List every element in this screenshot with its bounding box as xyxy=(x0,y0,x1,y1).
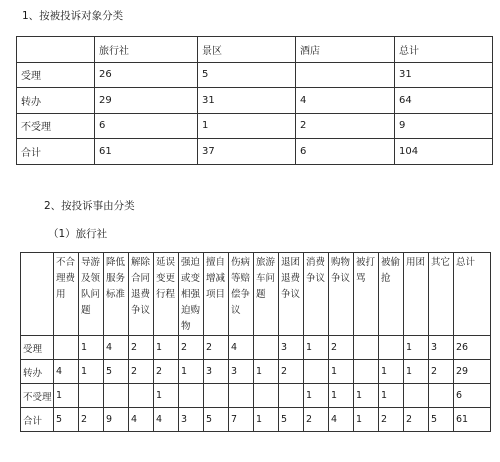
table-cell: 2 xyxy=(329,336,354,360)
column-header: 退团退费争议 xyxy=(279,253,304,336)
table-header-row xyxy=(21,253,491,336)
table-cell xyxy=(179,384,204,408)
table-cell: 4 xyxy=(129,408,154,432)
section-2-subheading: （1）旅行社 xyxy=(48,228,108,240)
table-cell: 31 xyxy=(395,62,493,88)
table-cell xyxy=(379,336,404,360)
table-cell xyxy=(54,336,79,360)
column-header: 用团 xyxy=(404,253,429,336)
table-cell xyxy=(354,360,379,384)
row-label: 转办 xyxy=(21,360,54,384)
column-header: 导游及领队问题 xyxy=(79,253,104,336)
table-cell: 29 xyxy=(454,360,491,384)
table-cell: 2 xyxy=(179,336,204,360)
table-header-row xyxy=(17,37,493,63)
column-header: 酒店 xyxy=(296,37,395,63)
table-row xyxy=(21,384,491,408)
column-header: 伤病等赔偿争议 xyxy=(229,253,254,336)
table-cell: 2 xyxy=(204,336,229,360)
table-cell: 2 xyxy=(296,113,395,139)
table-cell: 5 xyxy=(104,360,129,384)
table-cell: 1 xyxy=(154,336,179,360)
table-cell: 29 xyxy=(95,88,198,114)
table-cell: 61 xyxy=(95,139,198,165)
table-cell: 4 xyxy=(229,336,254,360)
row-label: 合计 xyxy=(21,408,54,432)
table-cell xyxy=(104,384,129,408)
table-cell: 1 xyxy=(404,360,429,384)
table-cell: 2 xyxy=(304,408,329,432)
table-cell: 5 xyxy=(279,408,304,432)
table-cell: 1 xyxy=(54,384,79,408)
table-cell: 1 xyxy=(354,408,379,432)
table-cell: 6 xyxy=(454,384,491,408)
table-cell: 3 xyxy=(279,336,304,360)
column-header: 消费争议 xyxy=(304,253,329,336)
table-cell: 2 xyxy=(429,360,454,384)
column-header: 旅游车问题 xyxy=(254,253,279,336)
table-cell: 3 xyxy=(204,360,229,384)
row-label: 受理 xyxy=(21,336,54,360)
table-cell xyxy=(129,384,154,408)
table-cell: 7 xyxy=(229,408,254,432)
table-cell: 2 xyxy=(404,408,429,432)
table-cell: 26 xyxy=(95,62,198,88)
table-row xyxy=(17,139,493,165)
section-2-heading: 2、按投诉事由分类 xyxy=(44,200,135,212)
table-row xyxy=(17,113,493,139)
table-row xyxy=(21,336,491,360)
table-cell: 1 xyxy=(154,384,179,408)
row-label: 不受理 xyxy=(17,113,95,139)
table-cell: 1 xyxy=(304,336,329,360)
table-row xyxy=(17,88,493,114)
table-row xyxy=(21,360,491,384)
table-cell: 6 xyxy=(296,139,395,165)
table-cell: 1 xyxy=(198,113,296,139)
table-cell: 1 xyxy=(379,360,404,384)
table-row xyxy=(17,62,493,88)
table-cell: 1 xyxy=(329,384,354,408)
column-header: 不合理费用 xyxy=(54,253,79,336)
column-header: 解除合同退费争议 xyxy=(129,253,154,336)
table-cell xyxy=(279,384,304,408)
table-cell: 9 xyxy=(395,113,493,139)
table-cell: 1 xyxy=(254,408,279,432)
table-cell: 2 xyxy=(279,360,304,384)
table-cell xyxy=(296,62,395,88)
table-cell: 104 xyxy=(395,139,493,165)
table-cell: 5 xyxy=(198,62,296,88)
table-cell: 3 xyxy=(179,408,204,432)
table-cell: 1 xyxy=(79,360,104,384)
column-header: 总计 xyxy=(395,37,493,63)
column-header: 被打骂 xyxy=(354,253,379,336)
column-header: 景区 xyxy=(198,37,296,63)
table-cell: 4 xyxy=(154,408,179,432)
table-cell xyxy=(404,384,429,408)
table-cell: 1 xyxy=(404,336,429,360)
table-cell xyxy=(429,384,454,408)
row-label: 转办 xyxy=(17,88,95,114)
column-header: 购物争议 xyxy=(329,253,354,336)
column-header: 其它 xyxy=(429,253,454,336)
complaint-object-table xyxy=(16,36,493,165)
table-cell: 5 xyxy=(54,408,79,432)
table-cell: 4 xyxy=(54,360,79,384)
table-cell: 2 xyxy=(379,408,404,432)
row-label: 不受理 xyxy=(21,384,54,408)
table-cell xyxy=(229,384,254,408)
table-cell: 4 xyxy=(329,408,354,432)
column-header: 旅行社 xyxy=(95,37,198,63)
table-cell: 3 xyxy=(229,360,254,384)
table-cell xyxy=(79,384,104,408)
column-header: 降低服务标准 xyxy=(104,253,129,336)
column-header xyxy=(21,253,54,336)
row-label: 合计 xyxy=(17,139,95,165)
table-cell: 4 xyxy=(296,88,395,114)
table-cell: 37 xyxy=(198,139,296,165)
table-cell: 1 xyxy=(354,384,379,408)
table-cell xyxy=(304,360,329,384)
table-cell xyxy=(204,384,229,408)
table-cell: 26 xyxy=(454,336,491,360)
table-cell: 1 xyxy=(379,384,404,408)
table-cell: 2 xyxy=(129,336,154,360)
table-cell: 6 xyxy=(95,113,198,139)
table-cell: 1 xyxy=(79,336,104,360)
table-cell xyxy=(254,336,279,360)
table-cell: 9 xyxy=(104,408,129,432)
table-cell: 64 xyxy=(395,88,493,114)
table-row xyxy=(21,408,491,432)
table-cell: 1 xyxy=(329,360,354,384)
table-cell: 61 xyxy=(454,408,491,432)
table-cell: 1 xyxy=(304,384,329,408)
table-cell: 5 xyxy=(429,408,454,432)
table-cell: 2 xyxy=(154,360,179,384)
column-header: 延误变更行程 xyxy=(154,253,179,336)
table-cell: 1 xyxy=(254,360,279,384)
table-cell: 2 xyxy=(129,360,154,384)
table-cell xyxy=(354,336,379,360)
table-cell: 31 xyxy=(198,88,296,114)
section-1-heading: 1、按被投诉对象分类 xyxy=(22,10,124,22)
table-cell: 3 xyxy=(429,336,454,360)
column-header xyxy=(17,37,95,63)
column-header: 总计 xyxy=(454,253,491,336)
row-label: 受理 xyxy=(17,62,95,88)
table-cell: 1 xyxy=(179,360,204,384)
table-cell xyxy=(254,384,279,408)
table-cell: 5 xyxy=(204,408,229,432)
complaint-reason-table xyxy=(20,252,491,432)
table-cell: 4 xyxy=(104,336,129,360)
table-cell: 2 xyxy=(79,408,104,432)
column-header: 擅自增减项目 xyxy=(204,253,229,336)
column-header: 被偷抢 xyxy=(379,253,404,336)
column-header: 强迫或变相强迫购物 xyxy=(179,253,204,336)
